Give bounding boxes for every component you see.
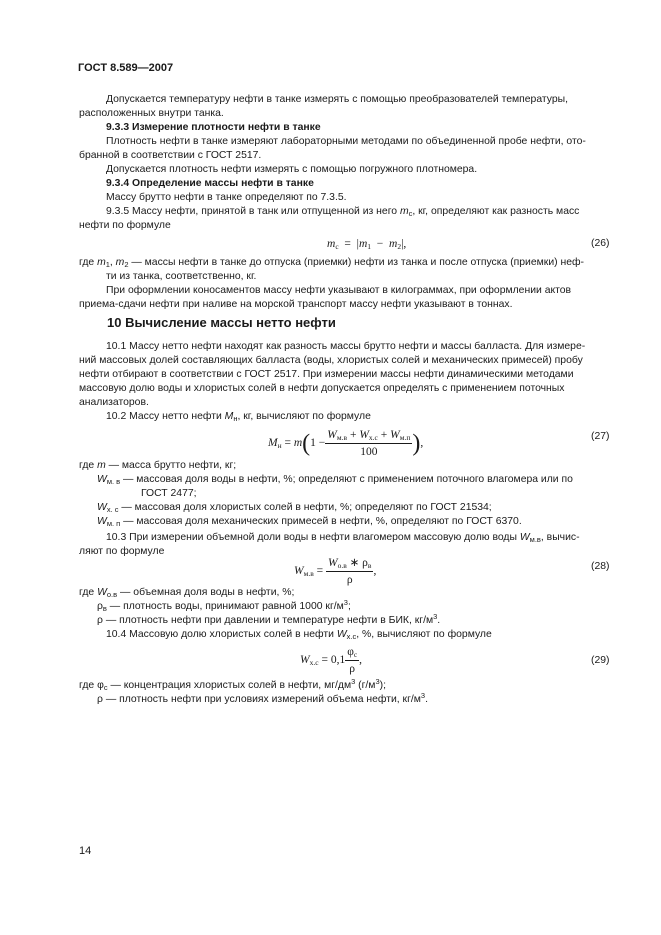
plus-sign: + [349, 429, 357, 441]
definition-text: — плотность нефти при давлении и температуре нефти в БИК, кг/м [105, 615, 434, 626]
paragraph-text-part: 10.4 Массовую долю хлористых солей в нефти [106, 629, 334, 640]
subscript: м. п [106, 519, 121, 528]
subscript: х.с [346, 632, 357, 641]
definition-line [97, 501, 492, 515]
paragraph-text-part: 10.2 Массу нетто нефти [106, 411, 222, 422]
where-word: где [79, 460, 95, 471]
paragraph-text: массовую долю воды и хлористых солей в нефти допускается определять с применением поточных [79, 383, 565, 394]
paragraph-text: приема-сдачи нефти при наливе на морской транспорт массу нефти указывают в тоннах. [79, 299, 513, 310]
document-header: ГОСТ 8.589—2007 [78, 62, 174, 74]
subscript: м.в [303, 569, 314, 579]
symbol-phi: φ [97, 680, 104, 691]
subscript: 2 [397, 242, 402, 251]
definition-text: — массовая доля хлористых солей в нефти, %; определяют по ГОСТ 21534; [121, 502, 492, 513]
equals-sign: = [284, 437, 291, 450]
paragraph-text: нефти отбирают в соответствии с ГОСТ 2517. При измерении массы нефти динамическими методами [79, 369, 574, 380]
symbol-W: W [300, 654, 310, 667]
definition-line [97, 614, 440, 628]
definition-line [79, 679, 386, 693]
definition-text: — плотность нефти при условиях измерений объема нефти, кг/м [105, 694, 421, 705]
paragraph-text: ти из танка, соответственно, кг. [106, 271, 257, 282]
subscript: м.п [399, 433, 411, 442]
symbol-m: m [327, 238, 336, 250]
equals-sign: = [321, 654, 328, 667]
subscript: о.в [106, 590, 118, 599]
comma: , [109, 257, 116, 268]
symbol-W: W [327, 429, 337, 441]
one-minus: 1 − [310, 437, 326, 450]
symbol-rho: ρ [97, 694, 103, 705]
definition-line: ГОСТ 2477; [141, 488, 197, 499]
symbol-rho: ρ [362, 557, 368, 569]
subscript: 1 [105, 260, 110, 269]
section-heading-10: 10 Вычисление массы нетто нефти [107, 315, 336, 330]
where-word: где [79, 587, 95, 598]
paragraph-text-part: , кг, вычисляют по формуле [237, 411, 371, 422]
subscript: с [103, 683, 108, 692]
formula-29 [300, 645, 362, 676]
superscript: 3 [351, 677, 356, 686]
definition-line [97, 600, 351, 614]
equation-number-29: (29) [591, 655, 610, 666]
subscript: м.в [529, 535, 541, 544]
equals-sign: = [316, 565, 324, 578]
paragraph-text: 10.1 Массу нетто нефти находят как разность массы брутто нефти и массы балласта. Для измере- [106, 341, 586, 352]
symbol-W: W [97, 516, 107, 527]
paragraph-text [79, 628, 492, 642]
paragraph-text-part: 10.3 При измерении объемной доли воды в нефти влагомером массовую долю воды [106, 532, 517, 543]
symbol-m: m [97, 460, 106, 471]
paragraph-text [79, 531, 580, 545]
symbol-m: m [115, 257, 125, 268]
comma: , [373, 565, 377, 578]
comma: , [403, 238, 407, 250]
subscript: м.в [336, 433, 348, 442]
subscript: в [367, 561, 372, 570]
definition-text: — объемная доля воды в нефти, %; [120, 587, 295, 598]
paragraph-text-part: 9.3.5 Массу нефти, принятой в танк или отпущенной из него [106, 206, 398, 217]
paragraph-text-part: — массы нефти в танке до отпуска (приемки) нефти из танка и после отпуска (приемки) неф- [131, 257, 585, 268]
definition-text: (г/м [358, 680, 376, 691]
definition-line [97, 473, 573, 487]
formula-28 [294, 556, 376, 587]
comma: , [420, 437, 424, 450]
left-paren: ( [302, 430, 311, 457]
symbol-W: W [359, 429, 369, 441]
right-paren: ) [412, 430, 421, 457]
comma: , [359, 654, 363, 667]
subscript: с [335, 242, 339, 251]
plus-sign: + [380, 429, 388, 441]
symbol-m: m [358, 238, 368, 250]
equation-number-26: (26) [591, 238, 610, 249]
symbol-M: M [268, 437, 278, 450]
paragraph-text: нефти по формуле [79, 220, 171, 231]
subscript: с [408, 209, 413, 218]
denominator: 100 [360, 446, 378, 458]
numerator [325, 428, 412, 444]
symbol-W: W [390, 429, 400, 441]
formula-26 [327, 237, 406, 251]
equals-sign: = [344, 238, 351, 250]
definition-text: — плотность воды, принимают равной 1000 кг/м [109, 601, 344, 612]
definition-text: — массовая доля механических примесей в нефти, %, определяют по ГОСТ 6370. [123, 516, 522, 527]
definition-text: — масса брутто нефти, кг; [108, 460, 237, 471]
definition-text: — концентрация хлористых солей в нефти, мг/дм [110, 680, 352, 691]
denominator: ρ [349, 663, 356, 675]
formula-27 [268, 428, 423, 459]
semicolon: ; [347, 601, 351, 612]
superscript: 3 [343, 598, 348, 607]
subscript: в [102, 604, 107, 613]
abs-bar: | [356, 238, 359, 250]
fraction-29 [345, 645, 359, 676]
equation-number-28: (28) [591, 561, 610, 572]
definition-line [97, 693, 428, 707]
symbol-phi: φ [347, 646, 354, 658]
symbol-m: m [389, 238, 398, 250]
paragraph-text [79, 410, 371, 424]
paragraph-text: расположенных внутри танка. [79, 108, 224, 119]
subscript: с [353, 650, 358, 659]
numerator [345, 645, 359, 661]
subscript: м. в [106, 477, 121, 486]
paragraph-text: анализаторов. [79, 397, 149, 408]
symbol-W: W [519, 532, 530, 543]
equation-number-27: (27) [591, 431, 610, 442]
fraction-27 [325, 428, 412, 459]
symbol-m: m [399, 206, 409, 217]
minus-sign: − [376, 238, 384, 250]
superscript: 3 [420, 691, 426, 700]
page-number: 14 [79, 845, 92, 857]
symbol-W: W [336, 629, 347, 640]
subsection-heading-9-3-3: 9.3.3 Измерение плотности нефти в танке [106, 122, 321, 133]
symbol-W: W [328, 557, 338, 569]
paragraph-text [79, 256, 584, 270]
coefficient: 0,1 [330, 654, 346, 667]
denominator: ρ [346, 574, 353, 586]
period: . [425, 694, 428, 705]
subscript: 1 [367, 242, 372, 251]
symbol-M: M [224, 411, 234, 422]
paragraph-text-part: , кг, определяют как разность масс [412, 206, 580, 217]
punctuation: ); [379, 680, 386, 691]
symbol-m: m [293, 437, 303, 450]
subscript: н [277, 441, 282, 451]
subscript: х. с [106, 505, 119, 514]
subscript: х.с [368, 433, 378, 442]
definition-line [79, 586, 294, 600]
paragraph-text: Плотность нефти в танке измеряют лабораторными методами по объединенной пробе нефти, ото- [106, 136, 586, 147]
subscript: н [233, 414, 238, 423]
multiply-sign: ∗ [349, 557, 360, 569]
paragraph-text: бранной в соответствии с ГОСТ 2517. [79, 150, 262, 161]
period: . [437, 615, 441, 626]
subscript: о.в [337, 561, 347, 570]
subscript: 2 [124, 260, 129, 269]
symbol-rho: ρ [97, 615, 103, 626]
paragraph-text [79, 205, 579, 219]
symbol-W: W [294, 565, 304, 578]
subscript: х.с [309, 658, 319, 668]
definition-line [97, 515, 522, 529]
paragraph-text: Допускается температуру нефти в танке измерять с помощью преобразователей температуры, [106, 94, 568, 105]
where-word: где [79, 257, 95, 268]
definition-text: — массовая доля воды в нефти, %; определяют с применением поточного влагомера или по [123, 474, 573, 485]
paragraph-text: Массу брутто нефти в танке определяют по 7.3.5. [106, 192, 347, 203]
symbol-W: W [97, 502, 107, 513]
definition-line [79, 459, 236, 473]
superscript: 3 [375, 677, 380, 686]
paragraph-text: Допускается плотность нефти измерять с помощью погружного плотномера. [106, 164, 478, 175]
symbol-W: W [97, 474, 107, 485]
paragraph-text-part: , %, вычисляют по формуле [356, 629, 492, 640]
paragraph-text-part: , вычис- [540, 532, 580, 543]
paragraph-text: ний массовых долей составляющих балласта (воды, хлористых солей и механических примесей) пробу [79, 355, 583, 366]
symbol-rho: ρ [97, 601, 103, 612]
numerator [326, 556, 373, 572]
where-word: где [79, 680, 95, 691]
abs-bar: | [401, 238, 404, 250]
symbol-W: W [97, 587, 107, 598]
symbol-m: m [97, 257, 106, 268]
fraction-28 [326, 556, 373, 587]
superscript: 3 [433, 612, 438, 621]
subsection-heading-9-3-4: 9.3.4 Определение массы нефти в танке [106, 178, 314, 189]
paragraph-text: ляют по формуле [79, 546, 165, 557]
paragraph-text: При оформлении коносаментов массу нефти указывают в килограммах, при оформлении актов [106, 285, 572, 296]
